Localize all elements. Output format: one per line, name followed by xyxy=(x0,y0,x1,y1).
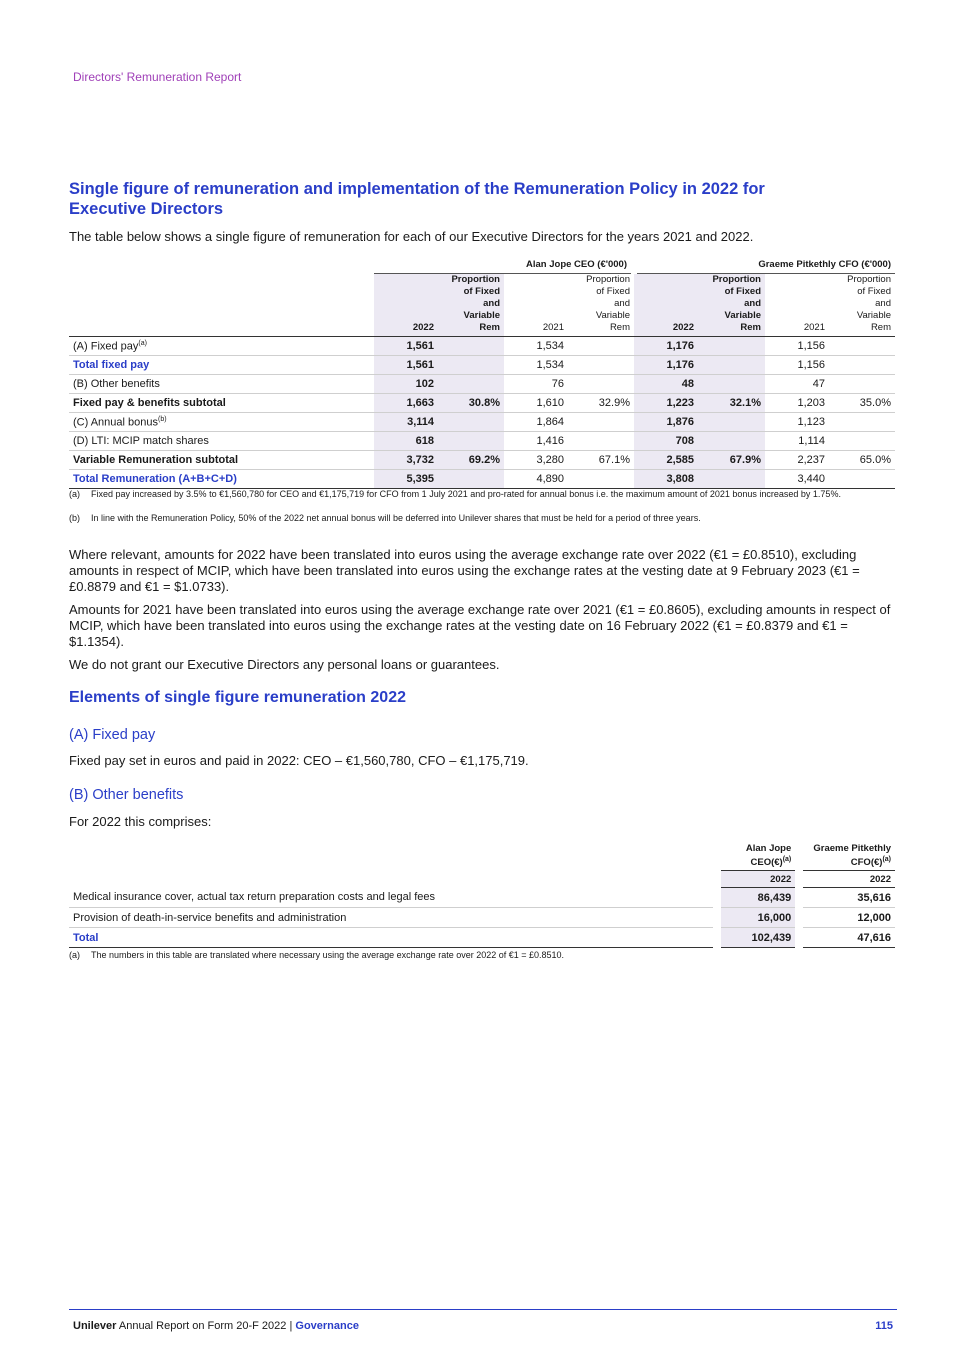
table-row xyxy=(69,413,895,432)
cell xyxy=(568,356,634,375)
cell xyxy=(829,337,895,356)
footnote: (a) The numbers in this table are translated where necessary using the average exchange rate over 2022 of €1 = £0.8510. xyxy=(69,950,565,960)
cell: 1,203 xyxy=(765,394,829,413)
footnote: (a) Fixed pay increased by 3.5% to €1,560,780 for CEO and €1,175,719 for CFO from 1 July 2021 and pro-rated for annual bonus i.e. the maximum amount of 2021 bonus increased by 1.75%. xyxy=(69,489,841,499)
cell: 2,585 xyxy=(634,451,698,470)
cell xyxy=(698,356,765,375)
col-ceo-2021: 2021 xyxy=(504,274,568,337)
cell: 1,156 xyxy=(765,337,829,356)
cell: 47,616 xyxy=(803,928,895,948)
cell: 1,123 xyxy=(765,413,829,432)
cell xyxy=(438,432,504,451)
cell: 30.8% xyxy=(438,394,504,413)
cell: 76 xyxy=(504,375,568,394)
cell xyxy=(568,470,634,489)
row-label: Total Remuneration (A+B+C+D) xyxy=(69,470,374,489)
cell: 3,114 xyxy=(374,413,438,432)
cell: 32.9% xyxy=(568,394,634,413)
col-ceo-prop-2021: Proportion of Fixed and Variable Rem xyxy=(568,274,634,337)
cell: 65.0% xyxy=(829,451,895,470)
table-row xyxy=(69,356,895,375)
col-cfo-year: 2022 xyxy=(803,871,895,888)
cell xyxy=(568,337,634,356)
col-ceo-2022: 2022 xyxy=(374,274,438,337)
cell: 67.1% xyxy=(568,451,634,470)
cell: 48 xyxy=(634,375,698,394)
cell xyxy=(829,413,895,432)
cell: 47 xyxy=(765,375,829,394)
cell xyxy=(698,413,765,432)
cell: 1,663 xyxy=(374,394,438,413)
cell xyxy=(438,470,504,489)
cell: 1,876 xyxy=(634,413,698,432)
cell: 3,440 xyxy=(765,470,829,489)
cell: 1,416 xyxy=(504,432,568,451)
cell: 102 xyxy=(374,375,438,394)
row-label: Total fixed pay xyxy=(69,356,374,375)
cell: 1,534 xyxy=(504,356,568,375)
cell xyxy=(568,375,634,394)
footer-section-link[interactable]: Governance xyxy=(295,1320,359,1332)
cell: 5,395 xyxy=(374,470,438,489)
col-ceo-prop-2022: Proportion of Fixed and Variable Rem xyxy=(438,274,504,337)
row-label: (B) Other benefits xyxy=(69,375,374,394)
cell xyxy=(698,337,765,356)
elements-heading: Elements of single figure remuneration 2022 xyxy=(69,689,406,706)
cell xyxy=(438,375,504,394)
cell xyxy=(829,470,895,489)
cell xyxy=(438,356,504,375)
group-header-ceo: Alan Jope CEO (€'000) xyxy=(374,256,634,274)
cell: 1,114 xyxy=(765,432,829,451)
paragraph: We do not grant our Executive Directors any personal loans or guarantees. xyxy=(69,657,500,672)
cell: 708 xyxy=(634,432,698,451)
section-intro: The table below shows a single figure of remuneration for each of our Executive Directors for the years 2021 and 2022. xyxy=(69,229,754,244)
col-cfo-prop-2021: Proportion of Fixed and Variable Rem xyxy=(829,274,895,337)
section-title: Single figure of remuneration and implementation of the Remuneration Policy in 2022 for Executive Directors xyxy=(69,180,765,218)
cell: 618 xyxy=(374,432,438,451)
group-header-cfo: Graeme Pitkethly CFO (€'000) xyxy=(634,256,895,274)
col-ceo-year: 2022 xyxy=(721,871,795,888)
cell: 69.2% xyxy=(438,451,504,470)
table-row xyxy=(69,888,895,908)
cell: 3,808 xyxy=(634,470,698,489)
cell xyxy=(438,413,504,432)
cell: 1,156 xyxy=(765,356,829,375)
cell: 1,176 xyxy=(634,337,698,356)
row-label: Medical insurance cover, actual tax return preparation costs and legal fees xyxy=(69,888,713,908)
table-row xyxy=(69,928,895,948)
col-cfo: Graeme Pitkethly CFO(€)$^{(a)}$ xyxy=(813,842,891,868)
cell xyxy=(829,432,895,451)
paragraph: Where relevant, amounts for 2022 have been translated into euros using the average exchange rate over 2022 (€1 = £0.8510), excluding amounts in respect of MCIP, which have been translated into euros using the exchange rates at the vesting date at 9 February 2023 (€1 = £0.8879 and €1 = $1.0733). xyxy=(69,547,860,594)
row-label: Provision of death-in-service benefits and administration xyxy=(69,908,713,928)
cell xyxy=(568,432,634,451)
cell: 1,864 xyxy=(504,413,568,432)
other-benefits-intro: For 2022 this comprises: xyxy=(69,814,212,829)
cell xyxy=(698,432,765,451)
cell: 3,732 xyxy=(374,451,438,470)
cell xyxy=(829,356,895,375)
cell: 3,280 xyxy=(504,451,568,470)
footnote: (b) In line with the Remuneration Policy, 50% of the 2022 net annual bonus will be deferred into Unilever shares that must be held for a period of three years. xyxy=(69,513,701,523)
cell: 1,223 xyxy=(634,394,698,413)
cell: 35,616 xyxy=(803,888,895,908)
cell: 67.9% xyxy=(698,451,765,470)
table-row xyxy=(69,337,895,356)
row-label: (C) Annual bonus$^{(b)}$ xyxy=(69,413,374,432)
single-figure-table xyxy=(69,256,895,489)
cell xyxy=(438,337,504,356)
cell: 1,534 xyxy=(504,337,568,356)
fixed-pay-text: Fixed pay set in euros and paid in 2022: CEO – €1,560,780, CFO – €1,175,719. xyxy=(69,753,529,768)
cell: 1,176 xyxy=(634,356,698,375)
cell xyxy=(829,375,895,394)
paragraph: Amounts for 2021 have been translated into euros using the average exchange rate over 2021 (€1 = £0.8605), excluding amounts in respect of MCIP, which have been translated into euros using the exchange rates at the vesting date on 16 February 2022 (€1 = £0.8379 and €1 = $1.1354). xyxy=(69,602,891,649)
row-label: (D) LTI: MCIP match shares xyxy=(69,432,374,451)
cell: 4,890 xyxy=(504,470,568,489)
row-label: Variable Remuneration subtotal xyxy=(69,451,374,470)
section-label: Directors' Remuneration Report xyxy=(73,70,242,84)
cell: 12,000 xyxy=(803,908,895,928)
col-cfo-prop-2022: Proportion of Fixed and Variable Rem xyxy=(698,274,765,337)
table-row xyxy=(69,470,895,489)
cell xyxy=(698,470,765,489)
row-label: (A) Fixed pay$^{(a)}$ xyxy=(69,337,374,356)
fixed-pay-heading: (A) Fixed pay xyxy=(69,727,156,743)
footer: Unilever Annual Report on Form 20-F 2022 | Governance xyxy=(73,1320,359,1332)
table-row xyxy=(69,375,895,394)
cell: 86,439 xyxy=(721,888,795,908)
cell: 1,561 xyxy=(374,337,438,356)
col-cfo-2022: 2022 xyxy=(634,274,698,337)
cell: 1,610 xyxy=(504,394,568,413)
cell xyxy=(568,413,634,432)
table-row xyxy=(69,908,895,928)
page-number: 115 xyxy=(875,1320,893,1332)
row-label: Total xyxy=(69,928,713,948)
cell: 32.1% xyxy=(698,394,765,413)
cell xyxy=(698,375,765,394)
cell: 16,000 xyxy=(721,908,795,928)
cell: 102,439 xyxy=(721,928,795,948)
row-label: Fixed pay & benefits subtotal xyxy=(69,394,374,413)
footer-divider xyxy=(69,1309,897,1310)
cell: 35.0% xyxy=(829,394,895,413)
col-ceo: Alan Jope CEO(€)$^{(a)}$ xyxy=(745,842,792,868)
cell: 1,561 xyxy=(374,356,438,375)
other-benefits-table xyxy=(69,838,895,948)
col-cfo-2021: 2021 xyxy=(765,274,829,337)
cell: 2,237 xyxy=(765,451,829,470)
other-benefits-heading: (B) Other benefits xyxy=(69,787,184,803)
table-row xyxy=(69,451,895,470)
table-row xyxy=(69,394,895,413)
table-row xyxy=(69,432,895,451)
